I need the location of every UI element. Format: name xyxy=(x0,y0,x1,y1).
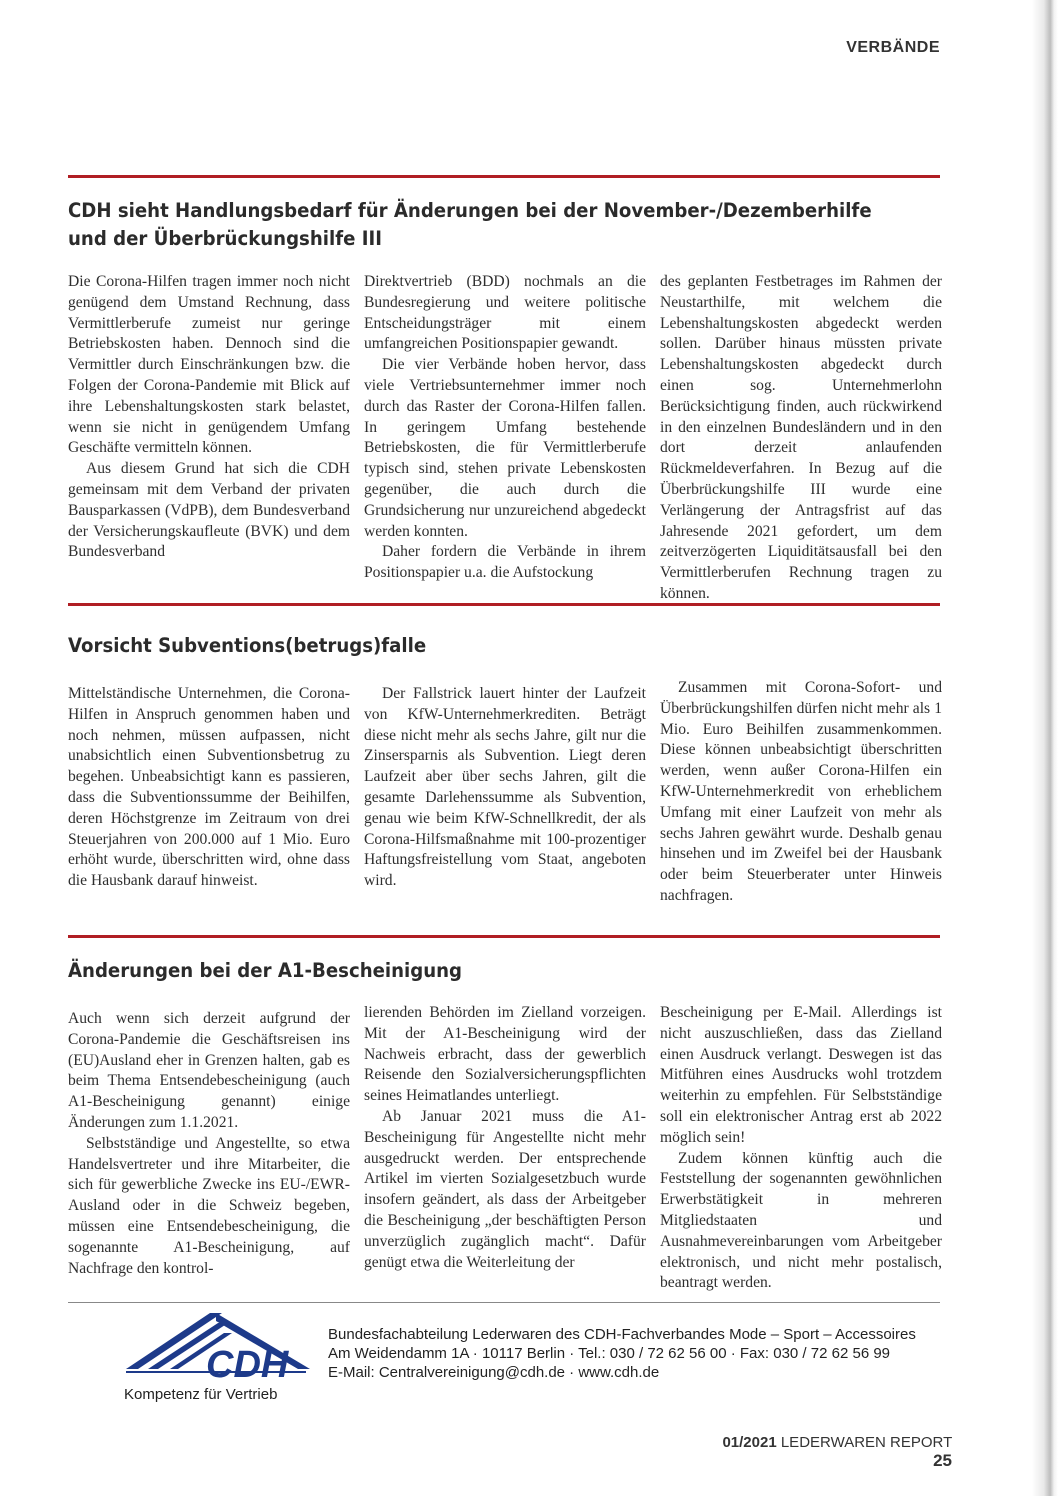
issue-number: 01/2021 xyxy=(722,1434,777,1451)
article-2-column-3 xyxy=(660,678,942,907)
article-1-column-2 xyxy=(364,272,646,584)
paragraph: Daher fordern die Verbände in ihrem Positionspapier u.a. die Aufstockung xyxy=(364,543,646,582)
paragraph: Bescheinigung per E-Mail. Allerdings ist nicht auszuschließen, dass das Zielland einen Ausdruck verlangt. Deswegen ist das Mitführen eines Ausdrucks wohl trotzdem weiterhin zu empfehlen. Für Selbstständige soll ein elektronischer Antrag erst ab 2022 möglich sein! xyxy=(660,1004,942,1146)
article-1-column-3 xyxy=(660,272,942,605)
cdh-logo-text: CDH xyxy=(206,1344,289,1386)
page-footer xyxy=(700,1434,952,1471)
footer-contact xyxy=(328,1325,948,1382)
article-1-headline xyxy=(68,197,877,253)
footer-line: E-Mail: Centralvereinigung@cdh.de · www.cdh.de xyxy=(328,1364,660,1381)
paragraph: Mittelständische Unternehmen, die Corona-Hilfen in Anspruch genommen haben und noch nehmen, müssen aufpassen, nicht unabsichtlich einen Subventionsbetrug zu begehen. Unbeabsichtigt kann es passieren, dass die Subventionssumme der Beihilfen, deren Höchstgrenze im Zeitraum von drei Steuerjahren von 200.000 auf 1 Mio. Euro erhöht wurde, überschritten wird, ohne dass die Hausbank darauf hinweist. xyxy=(68,685,350,890)
article-2-headline: Vorsicht Subventions(betrugs)falle xyxy=(68,634,427,657)
article-2-column-2 xyxy=(364,684,646,892)
paragraph: Der Fallstrick lauert hinter der Laufzeit von KfW-Unternehmerkrediten. Beträgt diese nicht mehr als sechs Jahre, gilt nur die Zinsersparnis als Subvention. Liegt deren Laufzeit aber über sechs Jahren, gilt die gesamte Darlehenssumme als Subvention, genau wie beim KfW-Schnellkredit, der als Corona-Hilfsmaßnahme mit 100-prozentiger Haftungsfreistellung vom Staat, angeboten wird. xyxy=(364,685,646,890)
article-divider xyxy=(68,935,940,938)
paragraph: Ab Januar 2021 muss die A1-Bescheinigung für Angestellte nicht mehr ausgedruckt werden. Der entsprechende Artikel im vierten Sozialgesetzbuch wurde insofern geändert, als dass der Arbeitgeber die Bescheinigung „der beschäftigten Person unverzüglich zugänglich macht“. Dafür genügt etwa die Weiterleitung der xyxy=(364,1107,646,1271)
logo-tagline: Kompetenz für Vertrieb xyxy=(124,1386,278,1403)
paragraph: des geplanten Festbetrages im Rahmen der Neustarthilfe, mit welchem die Lebenshaltungskosten abgedeckt werden sollen. Darüber hinaus müssten private Lebenshaltungskosten abgedeckt durch einen sog. Unternehmerlohn Berücksichtigung finden, auch rückwirkend in den einzelnen Bundesländern und in den dort derzeit anlaufenden Rückmeldeverfahren. In Bezug auf die Überbrückungshilfe III wurde eine Verlängerung der Antragsfrist auf das Jahresende 2021 gefordert, um dem zeitverzögerten Liquiditätsausfall bei den Vermittlerberufen Rechnung tragen zu können. xyxy=(660,273,942,602)
paragraph: lierenden Behörden im Zielland vorzeigen. Mit der A1-Bescheinigung wird der Nachweis erbracht, dass der gewerblich Reisende den Sozialversicherungspflichten seines Heimatlandes unterliegt. xyxy=(364,1004,646,1105)
section-label: VERBÄNDE xyxy=(846,39,940,56)
footer-line: Bundesfachabteilung Lederwaren des CDH-Fachverbandes Mode – Sport – Accessoires xyxy=(328,1326,916,1343)
page-edge-shadow xyxy=(1032,0,1058,1496)
article-divider xyxy=(68,175,940,178)
article-1-column-1 xyxy=(68,272,350,563)
headline-line: CDH sieht Handlungsbedarf für Änderungen bei der November-/Dezemberhilfe xyxy=(68,199,872,222)
paragraph: Aus diesem Grund hat sich die CDH gemeinsam mit dem Verband der privaten Bausparkassen (VdPB), dem Bundesverband der Versicherungskaufleute (BVK) und dem Bundesverband xyxy=(68,460,350,561)
footer-divider xyxy=(68,1302,940,1303)
magazine-name: LEDERWAREN REPORT xyxy=(780,1434,952,1451)
article-3-column-1 xyxy=(68,1009,350,1279)
paragraph: Zudem können künftig auch die Feststellung der sogenannten gewöhnlichen Erwerbstätigkeit in mehreren Mitgliedstaaten und Ausnahmevereinbarungen vom Arbeitgeber elektronisch, und nicht mehr postalisch, beantragt werden. xyxy=(660,1149,942,1292)
page-number: 25 xyxy=(933,1451,952,1470)
paragraph: Direktvertrieb (BDD) nochmals an die Bundesregierung und weitere politische Entscheidungsträger mit einem umfangreichen Positionspapier gewandt. xyxy=(364,273,646,353)
article-divider xyxy=(68,603,940,606)
paragraph: Zusammen mit Corona-Sofort- und Überbrückungshilfen dürfen nicht mehr als 1 Mio. Euro Beihilfen zusammenkommen. Diese können unbeabsichtigt überschritten werden, wenn außer Corona-Hilfen ein KfW-Unternehmerkredit von erheblichem Umfang mit einer Laufzeit von mehr als sechs Jahren gewährt wurde. Deshalb genau hinsehen und im Zweifel bei der Hausbank oder beim Steuerberater unter Hinweis nachfragen. xyxy=(660,679,942,904)
paragraph: Die vier Verbände hoben hervor, dass viele Vertriebsunternehmer immer noch durch das Raster der Corona-Hilfen fallen. In geringem Umfang bestehende Betriebskosten, die für Vermittlerberufe typisch sind, stehen private Lebenskosten gegenüber, die auch durch die Grundsicherung nur unzureichend abgedeckt werden konnten. xyxy=(364,356,646,540)
paragraph: Die Corona-Hilfen tragen immer noch nicht genügend dem Umstand Rechnung, dass Vermittlerberufe zumeist nur geringe Betriebskosten haben. Dennoch sind die Vermittler durch Einschränkungen bzw. die Folgen der Corona-Pandemie mit Blick auf ihre Lebenshaltungskosten stark belastet, wenn sie nicht in genügendem Umfang Geschäfte vermitteln können. xyxy=(68,273,350,457)
article-3-column-3 xyxy=(660,1003,942,1294)
paragraph: Selbstständige und Angestellte, so etwa Handelsvertreter und ihre Mitarbeiter, die sich für gewerbliche Zwecke ins EU-/EWR-Ausland oder in die Schweiz begeben, müssen eine Entsendebescheinigung, die sogenannte A1-Bescheinigung, auf Nachfrage den kontrol- xyxy=(68,1134,350,1277)
footer-line: Am Weidendamm 1A · 10117 Berlin · Tel.: 030 / 72 62 56 00 · Fax: 030 / 72 62 56 99 xyxy=(328,1345,891,1362)
headline-line: und der Überbrückungshilfe III xyxy=(68,227,382,250)
paragraph: Auch wenn sich derzeit aufgrund der Corona-Pandemie die Geschäftsreisen ins (EU)Ausland eher in Grenzen halten, gab es beim Thema Entsendebescheinigung (auch A1-Bescheinigung genannt) einige Änderungen zum 1.1.2021. xyxy=(68,1010,350,1131)
article-3-headline: Änderungen bei der A1-Bescheinigung xyxy=(68,959,463,982)
article-3-column-2 xyxy=(364,1003,646,1273)
article-2-column-1 xyxy=(68,684,350,892)
